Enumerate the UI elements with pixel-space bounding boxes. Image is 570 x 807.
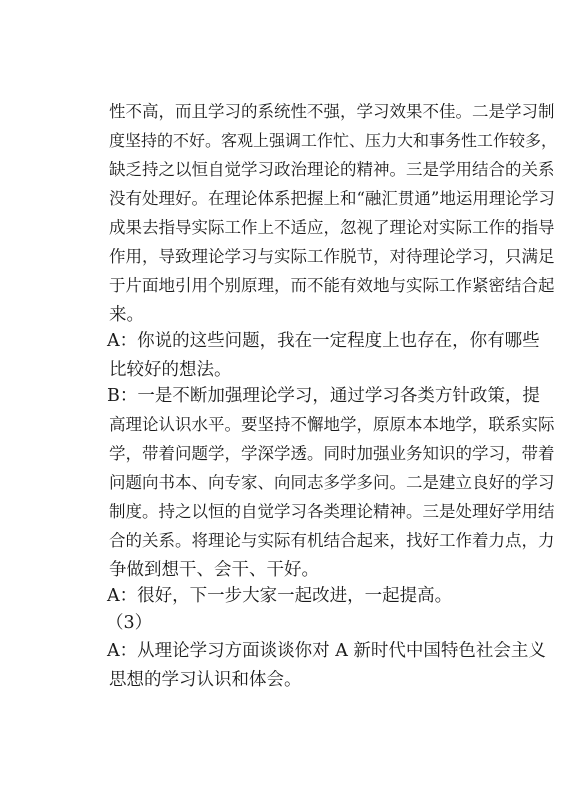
- paragraph-line: 问题向书本、向专家、向同志多学多问。二是建立良好的学习: [109, 473, 555, 492]
- paragraph-line: 度坚持的不好。客观上强调工作忙、压力大和事务性工作较多，: [109, 131, 558, 150]
- dialogue-line-a: A：你说的这些问题，我在一定程度上也存在，你有哪些: [107, 331, 540, 351]
- paragraph-line: 缺乏持之以恒自觉学习政治理论的精神。三是学用结合的关系: [109, 160, 555, 179]
- paragraph-line: 学，带着问题学，学深学透。同时加强业务知识的学习，带着: [109, 444, 555, 463]
- paragraph-line: 争做到想干、会干、干好。: [109, 560, 319, 580]
- paragraph-line: 于片面地引用个别原理，而不能有效地与实际工作紧密结合起: [109, 276, 555, 295]
- paragraph-line: 思想的学习认识和体会。: [109, 670, 302, 690]
- paragraph-line: 合的关系。将理论与实际有机结合起来，找好工作着力点，力: [109, 531, 555, 550]
- dialogue-line-a: A：从理论学习方面谈谈你对 A 新时代中国特色社会主义: [107, 641, 546, 661]
- paragraph-line: 性不高，而且学习的系统性不强，学习效果不佳。二是学习制: [109, 102, 555, 121]
- paragraph-line: 高理论认识水平。要坚持不懈地学，原原本本地学，联系实际: [109, 415, 555, 434]
- dialogue-line-a: A：很好，下一步大家一起改进，一起提高。: [107, 586, 453, 606]
- paragraph-line: 比较好的想法。: [109, 360, 232, 380]
- paragraph-line: 没有处理好。在理论体系把握上和“融汇贯通”地运用理论学习: [109, 189, 555, 208]
- section-number: （3）: [106, 613, 153, 633]
- paragraph-line: 作用，导致理论学习与实际工作脱节，对待理论学习，只满足: [109, 247, 555, 266]
- paragraph-line: 制度。持之以恒的自觉学习各类理论精神。三是处理好学用结: [109, 502, 555, 521]
- paragraph-line: 成果去指导实际工作上不适应，忽视了理论对实际工作的指导: [109, 218, 555, 237]
- dialogue-line-b: B：一是不断加强理论学习，通过学习各类方针政策，提: [107, 386, 540, 406]
- paragraph-line: 来。: [109, 305, 144, 325]
